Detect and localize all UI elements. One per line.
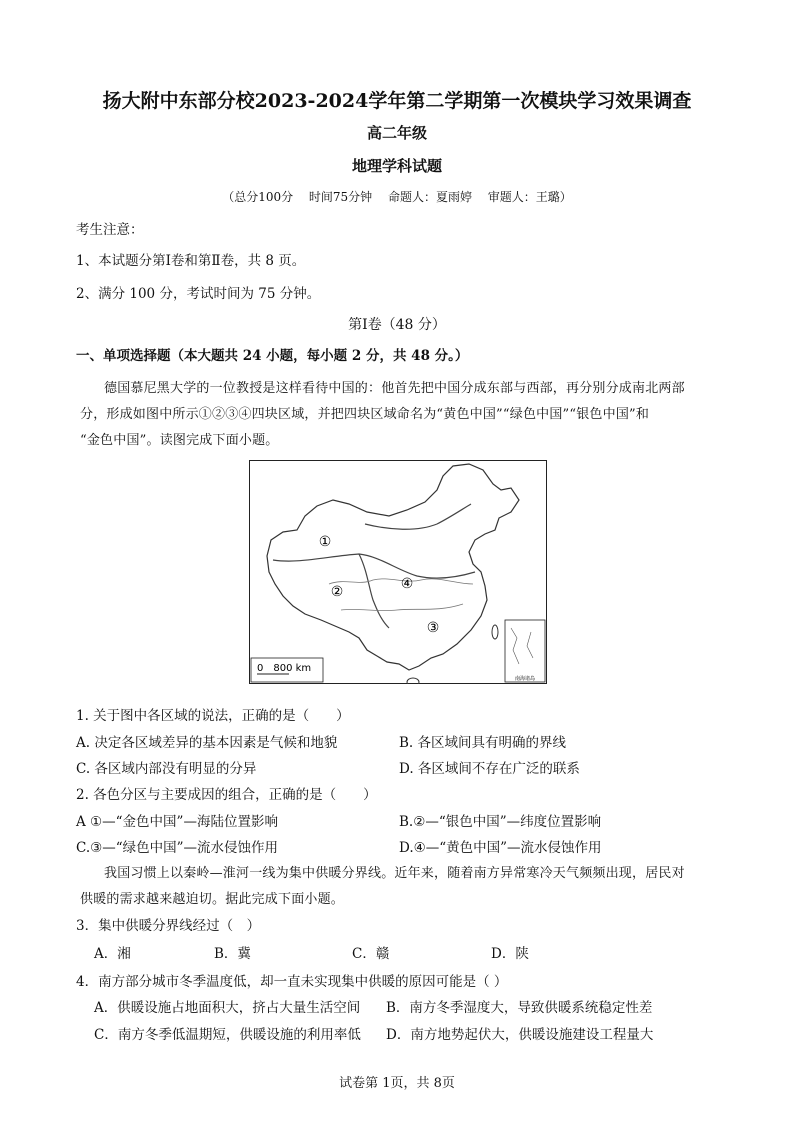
passage-line: “金色中国”。读图完成下面小题。 [80, 433, 279, 448]
option-c[interactable]: C.③—“绿色中国”—流水侵蚀作用 [76, 840, 279, 856]
option-b[interactable]: B. 各区域间具有明确的界线 [399, 735, 567, 751]
question-stem: 1. 关于图中各区域的说法，正确的是（ ） [76, 708, 350, 724]
passage-line: 分，形成如图中所示①②③④四块区域，并把四块区域命名为“黄色中国”“绿色中国”“银色中国”和 [80, 407, 650, 422]
option-a[interactable]: A ①—“金色中国”—海陆位置影响 [76, 814, 278, 830]
section-heading: 一、单项选择题（本大题共 24 小题，每小题 2 分，共 48 分。） [76, 348, 469, 364]
south-china-sea-inset [505, 620, 545, 682]
volume-heading: 第Ⅰ卷（48 分） [348, 317, 446, 333]
region-label-4: ④ [400, 576, 414, 592]
notice-item: 1、本试题分第Ⅰ卷和第Ⅱ卷，共 8 页。 [76, 253, 306, 269]
option-a[interactable]: A．湘 [94, 946, 131, 962]
option-c[interactable]: C. 各区域内部没有明显的分异 [76, 761, 257, 777]
option-d[interactable]: D.④—“黄色中国”—流水侵蚀作用 [399, 840, 602, 856]
option-a[interactable]: A. 决定各区域差异的基本因素是气候和地貌 [76, 735, 338, 751]
notice-item: 2、满分 100 分，考试时间为 75 分钟。 [76, 286, 321, 302]
option-d[interactable]: D. 各区域间不存在广泛的联系 [399, 761, 580, 777]
passage-line: 德国慕尼黑大学的一位教授是这样看待中国的：他首先把中国分成东部与西部，再分别分成南北两部 [104, 381, 685, 396]
exam-meta: （总分100分 时间75分钟 命题人：夏雨婷 审题人：王璐） [222, 190, 572, 204]
notice-heading: 考生注意： [76, 222, 144, 238]
page-footer: 试卷第 1页，共 8页 [339, 1076, 455, 1091]
exam-title: 扬大附中东部分校2023-2024学年第二学期第一次模块学习效果调查 [102, 90, 692, 112]
option-b[interactable]: B．冀 [214, 946, 251, 962]
question-stem: 3．集中供暖分界线经过（ ） [76, 918, 261, 934]
china-region-map [249, 460, 547, 684]
question-stem: 2. 各色分区与主要成因的组合，正确的是（ ） [76, 787, 377, 803]
inset-label: 南海诸岛 [514, 676, 536, 682]
option-a[interactable]: A．供暖设施占地面积大，挤占大量生活空间 [94, 1000, 361, 1016]
passage-line: 我国习惯上以秦岭—淮河一线为集中供暖分界线。近年来，随着南方异常寒冷天气频频出现，居民对 [104, 866, 685, 881]
option-b[interactable]: B.②—“银色中国”—纬度位置影响 [399, 814, 602, 830]
region-label-2: ② [330, 584, 344, 600]
option-d[interactable]: D．陕 [491, 946, 529, 962]
subject-label: 地理学科试题 [351, 157, 442, 175]
option-c[interactable]: C．南方冬季低温期短，供暖设施的利用率低 [94, 1027, 361, 1043]
option-b[interactable]: B．南方冬季湿度大，导致供暖系统稳定性差 [386, 1000, 653, 1016]
region-label-3: ③ [426, 620, 440, 636]
region-label-1: ① [318, 534, 332, 550]
option-c[interactable]: C．赣 [352, 946, 390, 962]
scale-label: 0 800 km [257, 663, 312, 674]
question-stem: 4．南方部分城市冬季温度低，却一直未实现集中供暖的原因可能是（ ） [76, 974, 508, 990]
grade-label: 高二年级 [366, 124, 427, 142]
passage-line: 供暖的需求越来越迫切。据此完成下面小题。 [80, 892, 345, 907]
option-d[interactable]: D．南方地势起伏大，供暖设施建设工程量大 [386, 1027, 654, 1043]
